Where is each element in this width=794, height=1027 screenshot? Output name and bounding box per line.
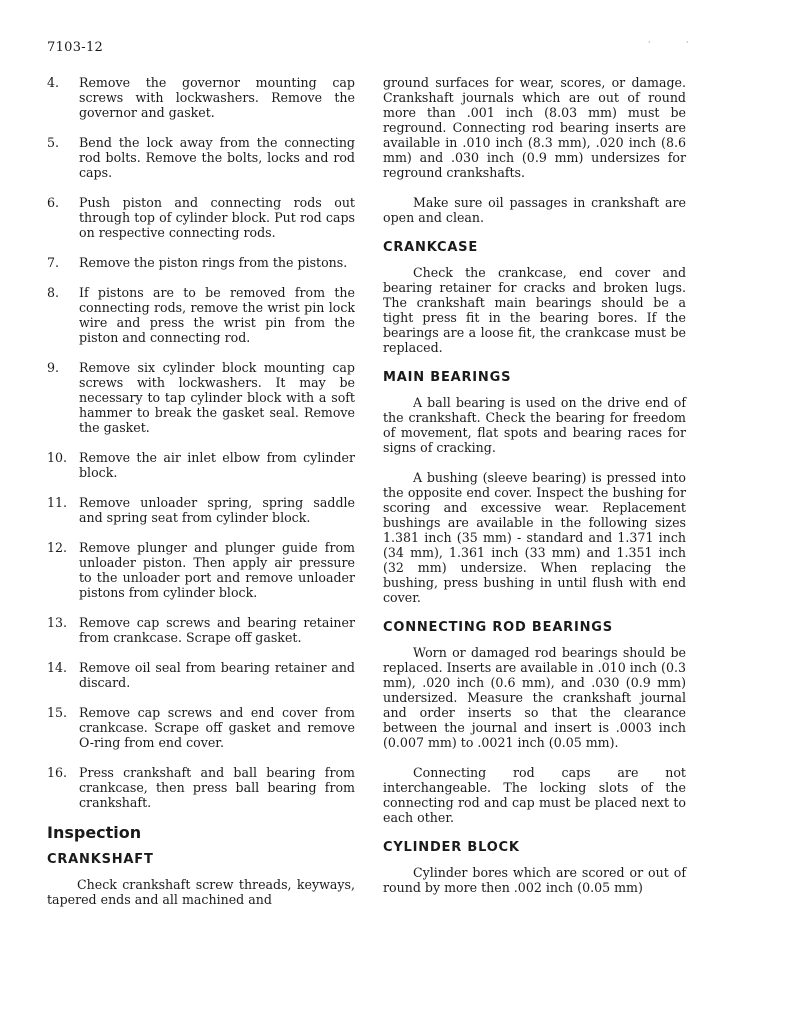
page-number: 7103-12 <box>47 40 104 55</box>
step-item <box>47 765 355 810</box>
step-text: If pistons are to be removed from the connecting rods, remove the wrist pin lock wire and press the wrist pin from the piston and connecting rod. <box>79 285 355 345</box>
step-number: 7. <box>47 255 60 270</box>
step-item <box>47 495 355 525</box>
step-text: Remove the governor mounting cap screws with lockwashers. Remove the governor and gasket. <box>79 75 355 120</box>
step-item <box>47 660 355 690</box>
step-item <box>47 195 355 240</box>
step-item <box>47 450 355 480</box>
scan-mark: · <box>648 38 651 47</box>
crankshaft-heading: CRANKSHAFT <box>47 852 154 867</box>
step-number: 6. <box>47 195 60 210</box>
main-bearings-heading: MAIN BEARINGS <box>383 370 512 385</box>
cylinder-block-heading: CYLINDER BLOCK <box>383 840 520 855</box>
left-column <box>47 75 355 922</box>
step-text: Remove unloader spring, spring saddle and spring seat from cylinder block. <box>79 495 355 525</box>
step-item <box>47 75 355 120</box>
step-item <box>47 615 355 645</box>
rod-bearings-paragraph: Worn or damaged rod bearings should be replaced. Inserts are available in .010 inch (0.3 mm), .020 inch (0.6 mm), and .030 (0.9 mm) undersized. Measure the crankshaft journal and order inserts so that the clearance between the journal and insert is .0003 inch (0.007 mm) to .0021 inch (0.05 mm). <box>383 645 686 750</box>
step-text: Press crankshaft and ball bearing from crankcase, then press ball bearing from crankshaft. <box>79 765 355 810</box>
step-number: 16. <box>47 765 68 780</box>
step-number: 4. <box>47 75 60 90</box>
step-number: 13. <box>47 615 68 630</box>
step-item <box>47 135 355 180</box>
scan-mark: · <box>686 38 689 47</box>
step-item <box>47 255 355 270</box>
step-text: Remove plunger and plunger guide from unloader piston. Then apply air pressure to the unloader port and remove unloader pistons from cylinder block. <box>79 540 355 600</box>
step-number: 10. <box>47 450 68 465</box>
step-number: 9. <box>47 360 60 375</box>
step-item <box>47 285 355 345</box>
crankcase-heading: CRANKCASE <box>383 240 479 255</box>
step-item <box>47 705 355 750</box>
crankcase-paragraph: Check the crankcase, end cover and bearing retainer for cracks and broken lugs. The crankshaft main bearings should be a tight press fit in the bearing bores. If the bearings are a loose fit, the crankcase must be replaced. <box>383 265 686 355</box>
step-number: 14. <box>47 660 68 675</box>
rod-caps-paragraph: Connecting rod caps are not interchangeable. The locking slots of the connecting rod and cap must be placed next to each other. <box>383 765 686 825</box>
step-text: Remove six cylinder block mounting cap screws with lockwashers. It may be necessary to tap cylinder block with a soft hammer to break the gasket seal. Remove the gasket. <box>79 360 355 435</box>
step-item <box>47 360 355 435</box>
step-number: 12. <box>47 540 68 555</box>
crankshaft-paragraph-continued: ground surfaces for wear, scores, or damage. Crankshaft journals which are out of round more than .001 inch (8.03 mm) must be reground. Connecting rod bearing inserts are available in .010 inch (8.3 mm), .020 inch (8.6 mm) and .030 inch (0.9 mm) undersizes for reground crankshafts. <box>383 75 686 180</box>
oil-passages-paragraph: Make sure oil passages in crankshaft are open and clean. <box>383 195 686 225</box>
step-number: 15. <box>47 705 68 720</box>
cylinder-block-paragraph: Cylinder bores which are scored or out of round by more then .002 inch (0.05 mm) <box>383 865 686 895</box>
step-text: Remove oil seal from bearing retainer and discard. <box>79 660 355 690</box>
step-text: Bend the lock away from the connecting rod bolts. Remove the bolts, locks and rod caps. <box>79 135 355 180</box>
step-number: 5. <box>47 135 60 150</box>
step-item <box>47 540 355 600</box>
step-text: Remove cap screws and end cover from crankcase. Scrape off gasket and remove O-ring from end cover. <box>79 705 355 750</box>
step-text: Remove cap screws and bearing retainer from crankcase. Scrape off gasket. <box>79 615 355 645</box>
crankshaft-paragraph: Check crankshaft screw threads, keyways, tapered ends and all machined and <box>47 877 355 907</box>
ball-bearing-paragraph: A ball bearing is used on the drive end of the crankshaft. Check the bearing for freedom of movement, flat spots and bearing races for signs of cracking. <box>383 395 686 455</box>
bushing-paragraph: A bushing (sleeve bearing) is pressed into the opposite end cover. Inspect the bushing for scoring and excessive wear. Replacement bushings are available in the following sizes 1.381 inch (35 mm) - standard and 1.371 inch (34 mm), 1.361 inch (33 mm) and 1.351 inch (32 mm) undersize. When replacing the bushing, press bushing in until flush with end cover. <box>383 470 686 605</box>
right-column <box>383 75 686 910</box>
step-number: 8. <box>47 285 60 300</box>
inspection-heading: Inspection <box>47 823 142 842</box>
step-text: Remove the air inlet elbow from cylinder block. <box>79 450 355 480</box>
step-text: Remove the piston rings from the pistons. <box>79 255 348 270</box>
rod-bearings-heading: CONNECTING ROD BEARINGS <box>383 620 613 635</box>
step-number: 11. <box>47 495 68 510</box>
step-text: Push piston and connecting rods out through top of cylinder block. Put rod caps on respective connecting rods. <box>79 195 355 240</box>
